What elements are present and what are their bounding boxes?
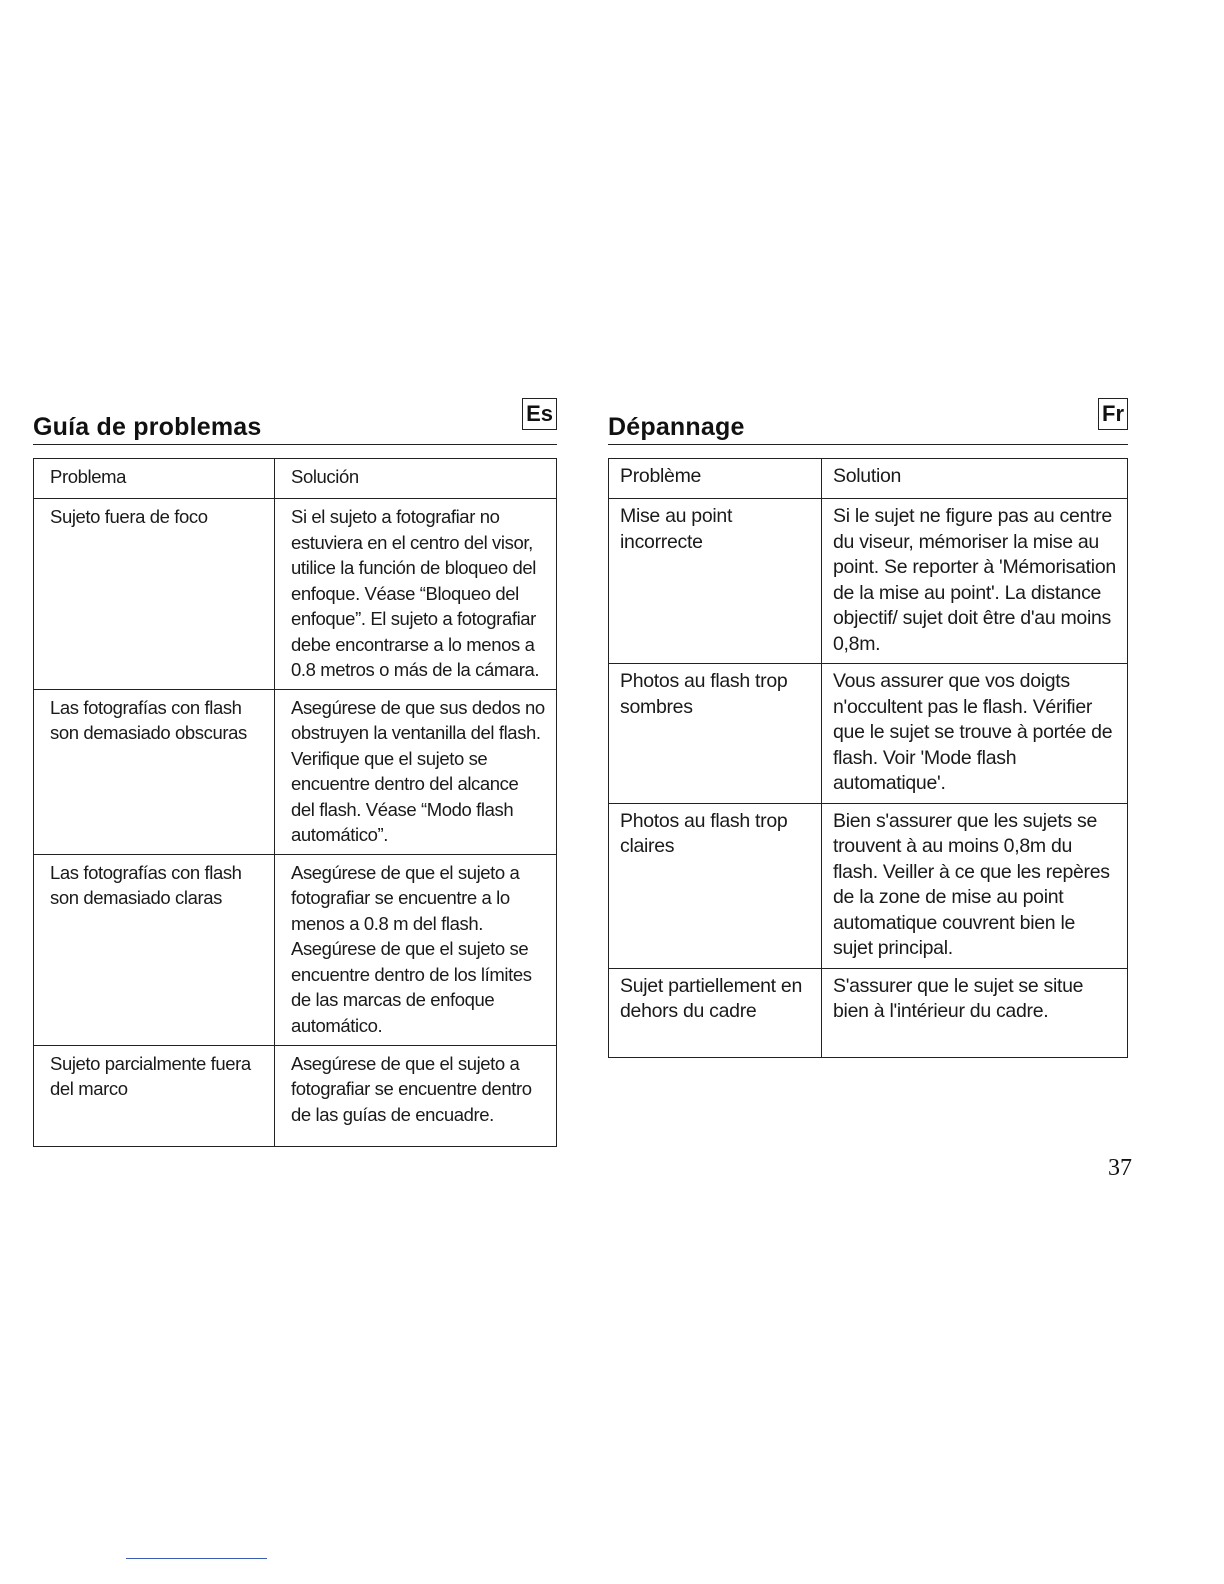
solution-cell: Bien s'assurer que les sujets se trouvent à au moins 0,8m du flash. Veiller à ce que les repères de la zone de mise au point automatique couvrent bien le sujet principal. xyxy=(822,803,1128,968)
table-row xyxy=(34,689,557,854)
solution-cell: Asegúrese de que el sujeto a fotografiar se encuentre a lo menos a 0.8 m del flash. Asegúrese de que el sujeto se encuentre dentro de los límites de las marcas de enfoque automático. xyxy=(275,854,557,1045)
french-troubleshooting-section xyxy=(608,394,1128,1058)
spanish-section-title: Guía de problemas xyxy=(33,413,262,441)
problem-cell: Las fotografías con flash son demasiado obscuras xyxy=(34,689,275,854)
problem-cell: Las fotografías con flash son demasiado claras xyxy=(34,854,275,1045)
solution-cell: S'assurer que le sujet se situe bien à l'intérieur du cadre. xyxy=(822,968,1128,1057)
table-header-row xyxy=(609,459,1128,499)
solution-cell: Asegúrese de que sus dedos no obstruyen la ventanilla del flash. Verifique que el sujeto se encuentre dentro del alcance del flash. Véase “Modo flash automático”. xyxy=(275,689,557,854)
spanish-language-badge: Es xyxy=(522,398,557,430)
solution-cell: Vous assurer que vos doigts n'occultent pas le flash. Vérifier que le sujet se trouve à portée de flash. Voir 'Mode flash automatique'. xyxy=(822,664,1128,804)
french-troubleshooting-table xyxy=(608,458,1128,1058)
spanish-troubleshooting-table xyxy=(33,458,557,1147)
footer-divider xyxy=(126,1558,267,1559)
problem-cell: Mise au point incorrecte xyxy=(609,499,822,664)
solution-column-header: Solution xyxy=(822,459,1128,499)
french-heading-row xyxy=(608,394,1128,445)
solution-cell: Asegúrese de que el sujeto a fotografiar se encuentre dentro de las guías de encuadre. xyxy=(275,1045,557,1146)
french-section-title: Dépannage xyxy=(608,413,745,441)
table-row xyxy=(609,803,1128,968)
table-row xyxy=(609,664,1128,804)
problem-cell: Photos au flash trop claires xyxy=(609,803,822,968)
problem-cell: Sujeto fuera de foco xyxy=(34,499,275,690)
table-header-row xyxy=(34,459,557,499)
problem-cell: Sujeto parcialmente fuera del marco xyxy=(34,1045,275,1146)
spanish-troubleshooting-section xyxy=(33,394,557,1147)
table-row xyxy=(34,1045,557,1146)
solution-cell: Si el sujeto a fotografiar no estuviera en el centro del visor, utilice la función de bloqueo del enfoque. Véase “Bloqueo del enfoque”. El sujeto a fotografiar debe encontrarse a lo menos a 0.8 metros o más de la cámara. xyxy=(275,499,557,690)
problem-column-header: Problème xyxy=(609,459,822,499)
solution-column-header: Solución xyxy=(275,459,557,499)
table-row xyxy=(34,499,557,690)
problem-cell: Sujet partiellement en dehors du cadre xyxy=(609,968,822,1057)
solution-cell: Si le sujet ne figure pas au centre du viseur, mémoriser la mise au point. Se reporter à 'Mémorisation de la mise au point'. La distance objectif/ sujet doit être d'au moins 0,8m. xyxy=(822,499,1128,664)
french-language-badge: Fr xyxy=(1098,398,1128,430)
problem-cell: Photos au flash trop sombres xyxy=(609,664,822,804)
problem-column-header: Problema xyxy=(34,459,275,499)
page-number: 37 xyxy=(1108,1155,1132,1181)
spanish-heading-row xyxy=(33,394,557,445)
table-row xyxy=(34,854,557,1045)
table-row xyxy=(609,499,1128,664)
table-row xyxy=(609,968,1128,1057)
